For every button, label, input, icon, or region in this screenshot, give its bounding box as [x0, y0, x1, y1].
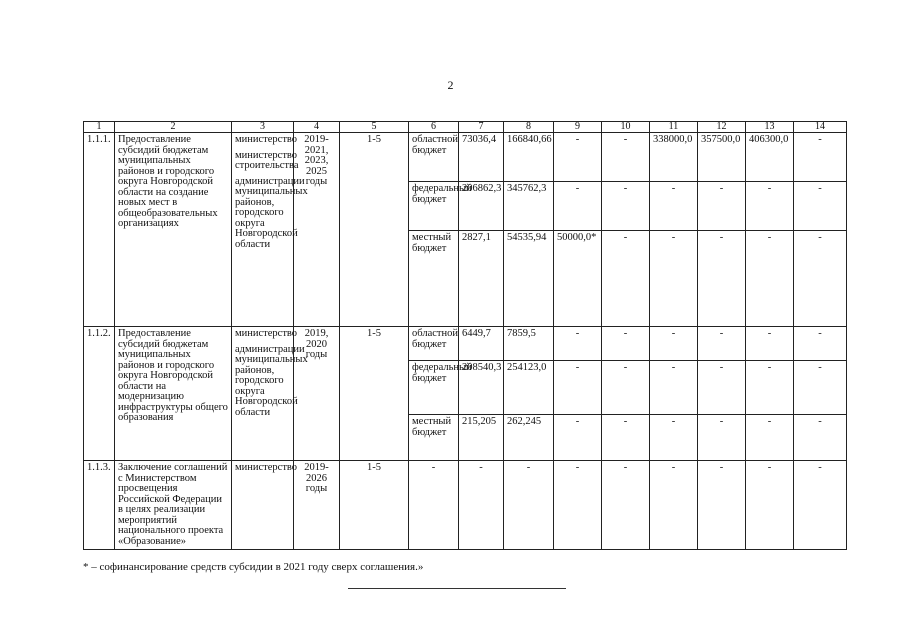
- table-row: [84, 133, 847, 182]
- header-cell: 5: [340, 122, 409, 133]
- value-cell: 345762,3: [504, 182, 554, 231]
- value-cell: -: [650, 327, 698, 361]
- executor-item: министерство строительства: [235, 149, 299, 171]
- value-cell: -: [602, 327, 650, 361]
- indicators-cell: 1-5: [340, 461, 409, 550]
- value-cell: 406300,0: [746, 133, 794, 182]
- value-cell: -: [650, 361, 698, 415]
- value-cell: 357500,0: [698, 133, 746, 182]
- value-cell: -: [698, 182, 746, 231]
- measure-number: 1.1.2.: [84, 327, 115, 461]
- header-cell: 4: [294, 122, 340, 133]
- value-cell: -: [554, 361, 602, 415]
- value-cell: 338000,0: [650, 133, 698, 182]
- value-cell: -: [794, 461, 847, 550]
- header-cell: 13: [746, 122, 794, 133]
- measure-name: Предоставление субсидий бюджетам муниципальных районов и городского округа Новгородской области на модернизацию инфраструктуры общего образования: [115, 327, 232, 461]
- budget-table: [83, 121, 847, 550]
- value-cell: -: [698, 461, 746, 550]
- value-cell: -: [554, 415, 602, 461]
- value-cell: -: [554, 327, 602, 361]
- value-cell: -: [602, 133, 650, 182]
- value-cell: 262,245: [504, 415, 554, 461]
- funding-source: -: [409, 461, 459, 550]
- value-cell: -: [602, 415, 650, 461]
- value-cell: -: [698, 361, 746, 415]
- value-cell: -: [794, 415, 847, 461]
- value-cell: -: [794, 327, 847, 361]
- executor-item: министерство: [235, 134, 298, 145]
- footnote: * – софинансирование средств субсидии в 2021 году сверх соглашения.»: [83, 561, 424, 573]
- value-cell: -: [698, 327, 746, 361]
- value-cell: 7859,5: [504, 327, 554, 361]
- executor-item: администрации муниципальных районов, городского округа Новгородской области: [235, 175, 308, 250]
- funding-source: федеральный бюджет: [409, 361, 459, 415]
- header-cell: 3: [232, 122, 294, 133]
- value-cell: -: [504, 461, 554, 550]
- value-cell: -: [554, 461, 602, 550]
- value-cell: -: [746, 361, 794, 415]
- value-cell: -: [554, 182, 602, 231]
- table-row: [84, 461, 847, 550]
- value-cell: 50000,0*: [554, 231, 602, 327]
- value-cell: -: [794, 231, 847, 327]
- years-cell: 2019, 2020 годы: [294, 327, 340, 461]
- header-cell: 8: [504, 122, 554, 133]
- value-cell: -: [602, 231, 650, 327]
- value-cell: 54535,94: [504, 231, 554, 327]
- value-cell: 208540,3: [459, 361, 504, 415]
- closing-rule: [348, 588, 566, 589]
- header-cell: 12: [698, 122, 746, 133]
- executor-item: администрации муниципальных районов, городского округа Новгородской области: [235, 343, 308, 418]
- value-cell: 215,205: [459, 415, 504, 461]
- value-cell: -: [794, 182, 847, 231]
- years-cell: 2019-2026 годы: [294, 461, 340, 550]
- header-cell: 2: [115, 122, 232, 133]
- value-cell: -: [746, 461, 794, 550]
- value-cell: 166840,66: [504, 133, 554, 182]
- executor-cell: [232, 461, 298, 550]
- header-cell: 9: [554, 122, 602, 133]
- value-cell: -: [746, 231, 794, 327]
- value-cell: -: [698, 231, 746, 327]
- value-cell: -: [746, 327, 794, 361]
- executor-cell: [232, 133, 308, 327]
- header-cell: 10: [602, 122, 650, 133]
- value-cell: 206862,3: [459, 182, 504, 231]
- header-row: [84, 122, 847, 133]
- value-cell: 73036,4: [459, 133, 504, 182]
- value-cell: -: [746, 182, 794, 231]
- measure-name: Предоставление субсидий бюджетам муниципальных районов и городского округа Новгородской области на создание новых мест в общеобразовательных организациях: [115, 133, 232, 327]
- header-cell: 6: [409, 122, 459, 133]
- header-cell: 14: [794, 122, 847, 133]
- indicators-cell: 1-5: [340, 327, 409, 461]
- value-cell: -: [650, 182, 698, 231]
- value-cell: -: [602, 182, 650, 231]
- executor-item: министерство: [235, 328, 298, 339]
- value-cell: -: [746, 415, 794, 461]
- header-cell: 11: [650, 122, 698, 133]
- years-cell: 2019-2021, 2023, 2025 годы: [294, 133, 340, 327]
- value-cell: 6449,7: [459, 327, 504, 361]
- value-cell: -: [650, 415, 698, 461]
- funding-source: федеральный бюджет: [409, 182, 459, 231]
- executor-item: министерство: [235, 462, 298, 473]
- value-cell: -: [602, 461, 650, 550]
- funding-source: местный бюджет: [409, 231, 459, 327]
- value-cell: -: [650, 231, 698, 327]
- value-cell: 254123,0: [504, 361, 554, 415]
- page-number: 2: [447, 78, 454, 92]
- value-cell: -: [650, 461, 698, 550]
- executor-cell: [232, 327, 308, 461]
- header-cell: 1: [84, 122, 115, 133]
- measure-name: Заключение соглашений с Министерством просвещения Российской Федерации в целях реализации мероприятий национального проекта «Образование»: [115, 461, 232, 550]
- measure-number: 1.1.3.: [84, 461, 115, 550]
- value-cell: -: [554, 133, 602, 182]
- table-row: [84, 327, 847, 361]
- value-cell: -: [602, 361, 650, 415]
- funding-source: областной бюджет: [409, 133, 459, 182]
- measure-number: 1.1.1.: [84, 133, 115, 327]
- funding-source: областной бюджет: [409, 327, 459, 361]
- header-cell: 7: [459, 122, 504, 133]
- value-cell: -: [459, 461, 504, 550]
- value-cell: -: [698, 415, 746, 461]
- value-cell: -: [794, 361, 847, 415]
- funding-source: местный бюджет: [409, 415, 459, 461]
- indicators-cell: 1-5: [340, 133, 409, 327]
- value-cell: 2827,1: [459, 231, 504, 327]
- value-cell: -: [794, 133, 847, 182]
